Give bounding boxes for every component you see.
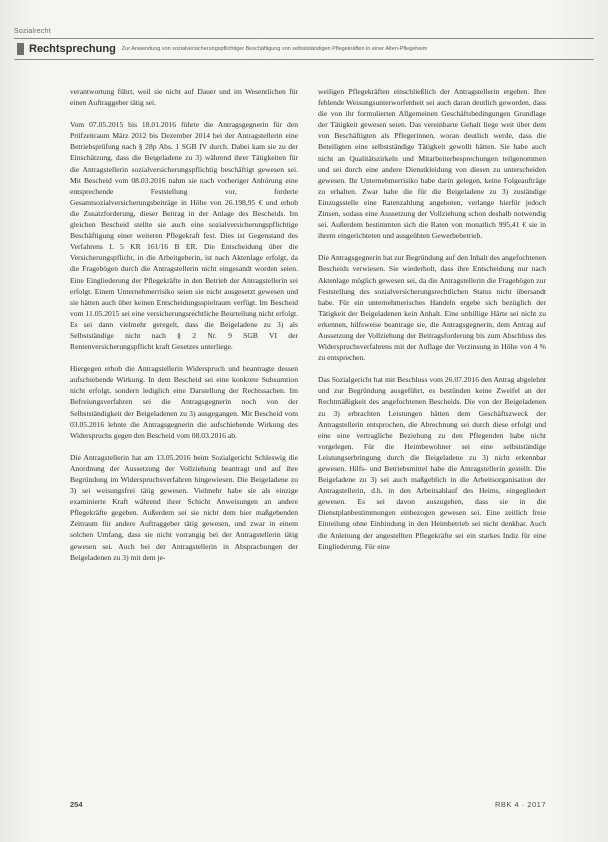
left-column xyxy=(70,86,298,574)
paragraph: verantwortung führt, weil sie nicht auf Dauer und im Wesentlichen für einen Auftraggeber tätig sei. xyxy=(70,87,298,108)
paragraph: Das Sozialgericht hat mit Beschluss vom 26.07.2016 den Antrag abgelehnt und zur Begründung ausgeführt, es bestünden keine Zweifel an der Rechtmäßigkeit des angefochtenen Bescheids. Die von der Beigeladenen zu 3) erbrachten Leistungen hätten dem Geschäftszweck der Antragstellerin entsprochen, die Abrechnung sei durch diese erfolgt und eine eine vertragliche Beziehung zu den Pflegenden habe nicht vorgelegen. Für die Heimbewohner sei eine selbstständige Leistungserbringung durch die Beigeladene zu 3) nicht erkennbar gewesen. Hilfs- und Betriebsmittel habe die Antragstellerin gestellt. Die Beigeladene zu 3) sei auch maßgeblich in die Arbeitsorganisation der Antragstellerin, d.h. in den Arbeitsablauf des Heims, eingegliedert gewesen. Es sei davon auszugehen, dass sie in die Dienstplanbestimmungen einbezogen gewesen sei. Eine zeitlich freie Einteilung ohne Einbindung in den Heimbetrieb sei nicht denkbar. Auch die Anleitung der angestellten Pflegekräfte sei ein starkes Indiz für eine Eingliederung. Für eine xyxy=(318,375,546,551)
journal-reference: RBK 4 · 2017 xyxy=(494,800,546,809)
header-subtitle: Zur Anwendung von sozialversicherungspflichtiger Beschäftigung von selbstständigen Pflegekräften in einer Alten-Pflegeheim xyxy=(121,46,428,52)
paragraph: weiligen Pflegekräften einschließlich der Antragstellerin ergeben. Ihre fehlende Weisungsunterworfenheit sei auch daran deutlich geworden, dass die von ihr formulierten Allgemeinen Geschäftsbedingungen Grundlage der Tätigkeit gewesen seien. Das vereinbarte Gehalt liege weit über dem von Beschäftigten als Pflegerinnen, woran deutlich werde, dass die Beteiligten eine selbstständige Tätigkeit gewollt hätten. Sie habe auch nicht an Qualitätszirkeln und Mitarbeiterbesprechungen teilgenommen und sei durch eine andere Dienstkleidung von diesen zu unterscheiden gewesen. Ihr Unternehmerrisiko habe darin gelegen, keine Folgeaufträge zu erhalten. Zwar habe die für die Beigeladene zu 3) zuständige Einzugsstelle eine Ratenzahlung angeboten, verlange hierfür jedoch Zinsen, sodass eine Aussetzung der Vollziehung schon deshalb notwendig sei. Außerdem bestimmten sich die Raten von monatlich 995,41 € sie in ihrem eingerichteten und ausgeübten Gewerbebetrieb. xyxy=(318,87,546,241)
section-label: Sozialrecht xyxy=(14,28,51,35)
paragraph: Vom 07.05.2015 bis 18.01.2016 führte die Antragsgegnerin für den Prüfzeitraum März 2012 bis Dezember 2014 bei der Antragstellerin eine Betriebsprüfung nach § 28p Abs. 1 SGB IV durch. Dabei kam sie zu der Einschätzung, dass die Beigeladene zu 3) während ihrer Tätigkeiten für die Antragstellerin sozialversicherungspflichtig beschäftigt gewesen sei. Mit Bescheid vom 08.03.2016 nahm sie nach vorheriger Anhörung eine entsprechende Feststellung vor, forderte Gesamtsozialversicherungsbeiträge in Höhe von 26.198,95 € und erhob die Zusatzforderung, dieser Beitrag in der Anlage des Bescheids. Im gleichen Bescheid stellte sie auch eine sozialversicherungspflichtige Beschäftigung einer weiteren Pflegekraft fest. Dies ist Gegenstand des Verfahrens L 5 KR 161/16 B ER. Die Entscheidung über die Versicherungspflicht, in die Arbeitgeberin, ist nach Aktenlage erfolgt, da die Fragebögen durch die Antragstellerin nicht eingesandt worden seien. Eine Eingliederung der Pflegekräfte in den Betrieb der Antragstellerin sei erfolgt. Einem Unternehmerrisiko seien sie nicht ausgesetzt gewesen und sie hätten auch über keinen Entscheidungsspielraum verfügt. Im Bescheid vom 11.05.2015 sei eine versicherungsrechtliche Beurteilung nicht erfolgt. Es sei dann vielmehr geregelt, dass die Beigeladene zu 3) als Selbstständige nicht nach § 2 Nr. 9 SGB VI der Rentenversicherungspflicht kraft Gesetzes unterliege. xyxy=(70,120,298,352)
page-header xyxy=(14,38,594,60)
header-marker-icon xyxy=(17,43,24,55)
paragraph: Hiergegen erhob die Antragstellerin Widerspruch und beantragte dessen aufschiebende Wirkung. In dem Bescheid sei eine konkrete Subsumtion nicht erfolgt, sondern lediglich eine Darstellung der Rechtssachen. Im Befreiungsverfahren sei die Antragsgegnerin noch von der Selbstständigkeit der Beigeladenen zu 3) ausgegangen. Mit Bescheid vom 03.05.2016 lehnte die Antragsgegnerin die aufschiebende Wirkung des Widerspruchs gegen den Bescheid vom 08.03.2016 ab. xyxy=(70,364,298,440)
right-column xyxy=(318,86,546,563)
header-title: Rechtsprechung xyxy=(29,43,116,55)
page-number: 254 xyxy=(70,800,83,809)
paragraph: Die Antragsgegnerin hat zur Begründung auf den Inhalt des angefochtenen Bescheids verwiesen. Sie wiederholt, dass ihre Entscheidung nur nach Aktenlage möglich gewesen sei, da die Antragstellerin die Fragebögen zur Feststellung des sozialversicherungsrechtlichen Status nicht übersandt habe. Für ein unternehmerisches Handeln ergebe sich bezüglich der Tätigkeit der Beigeladenen kein Anhalt. Eine unbillige Härte sei nicht zu erkennen, hilfsweise beantrage sie, die Antragsgegnerin, dem Antrag auf Aussetzung der Vollziehung der Beitragsforderung bis zum Abschluss des Widerspruchsverfahrens mit der Auflage der Verzinsung in Höhe von 4 % zu entsprechen. xyxy=(318,253,546,363)
paragraph: Die Antragstellerin hat am 13.05.2016 beim Sozialgericht Schleswig die Anordnung der Aussetzung der Vollziehung beantragt und auf ihre Begründung im Widerspruchsverfahren hingewiesen. Die Beigeladene zu 3) sei weisungsfrei tätig gewesen. Vielmehr habe sie als einzige examinierte Kraft während ihrer Schicht Anweisungen an andere Pflegekräfte gegeben. Außerdem sei sie nicht dem hier maßgebenden Zeitraum für andere Auftraggeber tätig gewesen, und zwar in einem solchen Umfang, dass sie nicht vorrangig bei der Antragstellerin tätig gewesen sei. Auch bei der Antragstellerin in Absprachungen der Beigeladenen zu 3) mit dem je- xyxy=(70,452,298,562)
